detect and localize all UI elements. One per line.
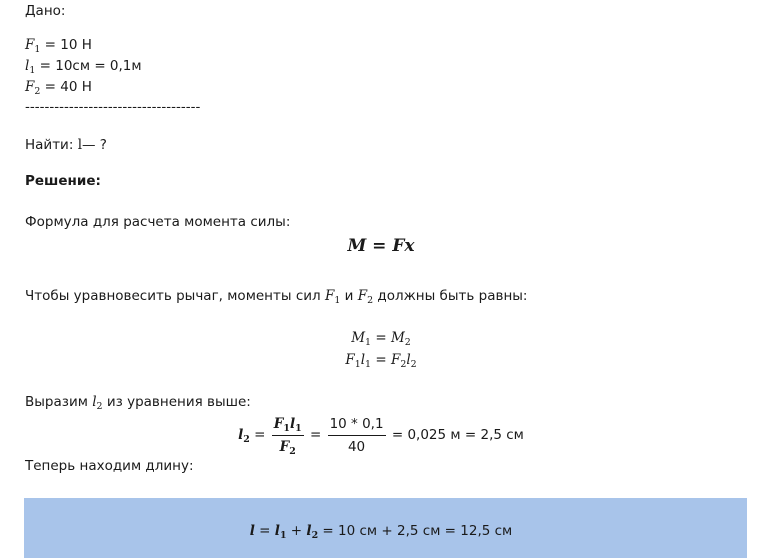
given-l1: $l_1 = 10см = 0,1м$ — [25, 58, 142, 76]
given-f1: $F_1 = 10$ Н — [25, 37, 92, 55]
given-separator: ------------------------------------ — [25, 99, 201, 115]
equation-moments: $M_1 = M_2$ — [351, 330, 411, 348]
final-text: Теперь находим длину: — [25, 458, 194, 474]
fraction-numeric: $\frac{10 * 0,1}{40}$ — [329, 415, 384, 455]
given-heading: Дано: — [25, 3, 66, 19]
find-line: Найти: l— ? — [25, 137, 107, 153]
final-equation: $l = l_1 + l_2 = 10$ см + 2,5 см = 12,5 см — [249, 523, 513, 541]
solution-heading: Решение: — [25, 173, 101, 189]
given-f2: $F_2 = 40$ Н — [25, 79, 92, 97]
equation-l2: $l_2$ = $\frac{F_1l_1}{F_2}$ = $\frac{10 * 0,1}{40}$ = 0,025 м = 2,5 см — [238, 415, 524, 457]
formula-moment: M = Fx — [347, 236, 415, 256]
balance-text: Чтобы уравновесить рычаг, моменты сил $F_1$ и $F_2$ должны быть равны: — [25, 288, 528, 306]
fraction-f1l1-over-f2: $\frac{F_1l_1}{F_2}$ — [273, 415, 302, 457]
equation-forces: $F_1l_1 = F_2l_2$ — [345, 352, 417, 370]
formula-text: Формула для расчета момента силы: — [25, 214, 291, 230]
express-text: Выразим $l_2$ из уравнения выше: — [25, 394, 251, 412]
